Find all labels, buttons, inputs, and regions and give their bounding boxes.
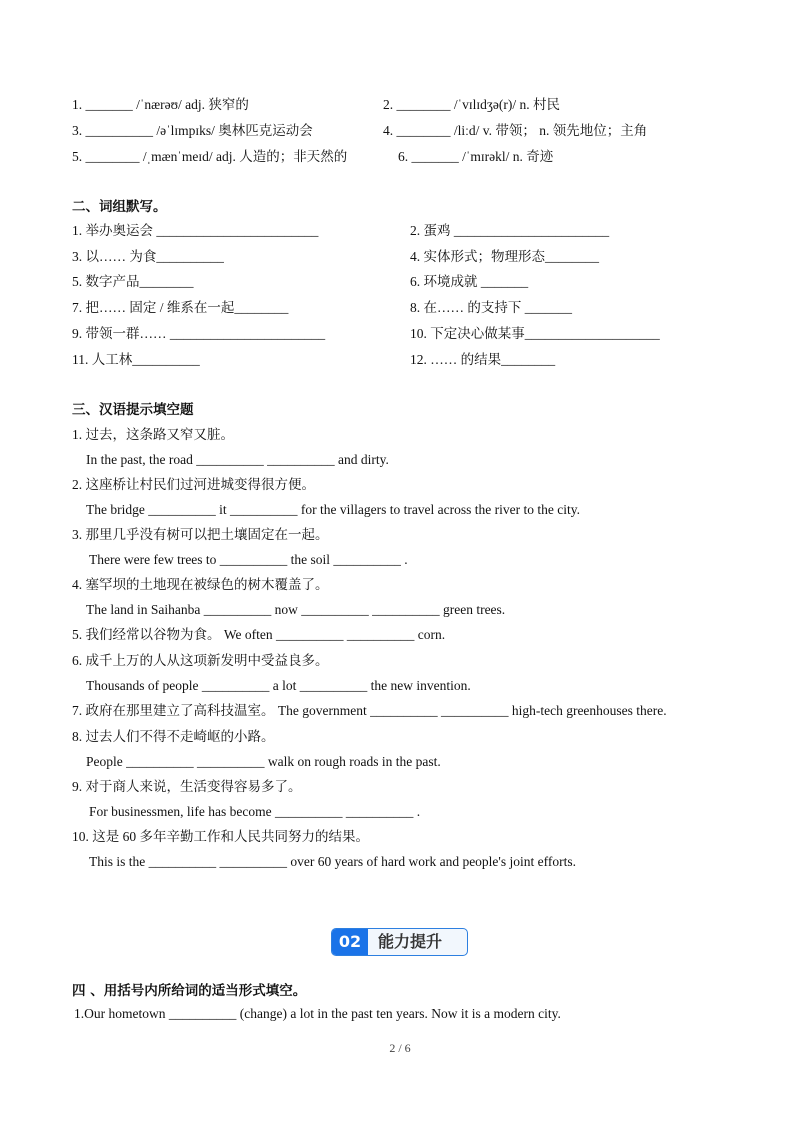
phrase-item: 7. 把…… 固定 / 维系在一起________ bbox=[72, 300, 289, 315]
vocab-item-6: 6. _______ /ˈmɪrəkl/ n. 奇迹 bbox=[398, 149, 554, 164]
question-cn: 5. 我们经常以谷物为食。 We often __________ __________ corn. bbox=[72, 627, 446, 642]
phrase-item: 1. 举办奥运会 ________________________ bbox=[72, 223, 319, 238]
question-en: This is the __________ __________ over 60 years of hard work and people's joint efforts. bbox=[89, 854, 576, 869]
question-cn: 4. 塞罕坝的土地现在被绿色的树木覆盖了。 bbox=[72, 577, 329, 592]
phrase-item: 10. 下定决心做某事____________________ bbox=[410, 326, 660, 341]
question-cn: 6. 成千上万的人从这项新发明中受益良多。 bbox=[72, 653, 329, 668]
phrase-item: 4. 实体形式；物理形态________ bbox=[410, 249, 599, 264]
question-cn: 7. 政府在那里建立了高科技温室。 The government __________ __________ high-tech greenhouses there. bbox=[72, 703, 667, 718]
phrase-item: 9. 带领一群…… _______________________ bbox=[72, 326, 326, 341]
exercise-line: 1.Our hometown __________ (change) a lot in the past ten years. Now it is a modern city. bbox=[74, 1006, 561, 1021]
section-2-title: 二、词组默写。 bbox=[72, 199, 167, 215]
question-en: In the past, the road __________ __________ and dirty. bbox=[86, 452, 389, 467]
question-en: For businessmen, life has become __________ __________ . bbox=[89, 804, 421, 819]
question-en: There were few trees to __________ the soil __________ . bbox=[89, 552, 408, 567]
section-4-title: 四 、用括号内所给词的适当形式填空。 bbox=[72, 983, 307, 999]
vocab-item-1: 1. _______ /ˈnærəʊ/ adj. 狭窄的 bbox=[72, 97, 249, 112]
question-en: The land in Saihanba __________ now __________ __________ green trees. bbox=[86, 602, 506, 617]
page-number: 2 / 6 bbox=[389, 1041, 411, 1055]
section-3-title: 三、汉语提示填空题 bbox=[72, 402, 194, 418]
phrase-item: 11. 人工林__________ bbox=[72, 352, 200, 367]
vocab-item-4: 4. ________ /liːd/ v. 带领； n. 领先地位；主角 bbox=[383, 123, 648, 138]
question-cn: 3. 那里几乎没有树可以把土壤固定在一起。 bbox=[72, 527, 329, 542]
question-en: People __________ __________ walk on rough roads in the past. bbox=[86, 754, 441, 769]
vocab-item-5: 5. ________ /ˌmænˈmeɪd/ adj. 人造的；非天然的 bbox=[72, 149, 348, 164]
badge-number: 02 bbox=[332, 929, 368, 955]
vocab-item-2: 2. ________ /ˈvɪlɪdʒə(r)/ n. 村民 bbox=[383, 97, 560, 112]
question-cn: 1. 过去，这条路又窄又脏。 bbox=[72, 427, 234, 442]
phrase-item: 8. 在…… 的支持下 _______ bbox=[410, 300, 572, 315]
section-badge bbox=[331, 928, 468, 956]
question-en: Thousands of people __________ a lot __________ the new invention. bbox=[86, 678, 471, 693]
phrase-item: 12. …… 的结果________ bbox=[410, 352, 556, 367]
badge-label: 能力提升 bbox=[378, 932, 443, 951]
question-cn: 9. 对于商人来说，生活变得容易多了。 bbox=[72, 779, 302, 794]
vocab-item-3: 3. __________ /əˈlɪmpɪks/ 奥林匹克运动会 bbox=[72, 123, 313, 138]
phrase-item: 3. 以…… 为食__________ bbox=[72, 249, 224, 264]
question-cn: 2. 这座桥让村民们过河进城变得很方便。 bbox=[72, 477, 315, 492]
question-en: The bridge __________ it __________ for the villagers to travel across the river to the city. bbox=[86, 502, 581, 517]
phrase-item: 6. 环境成就 _______ bbox=[410, 274, 529, 289]
question-cn: 8. 过去人们不得不走崎岖的小路。 bbox=[72, 729, 275, 744]
question-cn: 10. 这是 60 多年辛勤工作和人民共同努力的结果。 bbox=[72, 829, 369, 844]
phrase-item: 5. 数字产品________ bbox=[72, 274, 194, 289]
phrase-item: 2. 蛋鸡 _______________________ bbox=[410, 223, 610, 238]
